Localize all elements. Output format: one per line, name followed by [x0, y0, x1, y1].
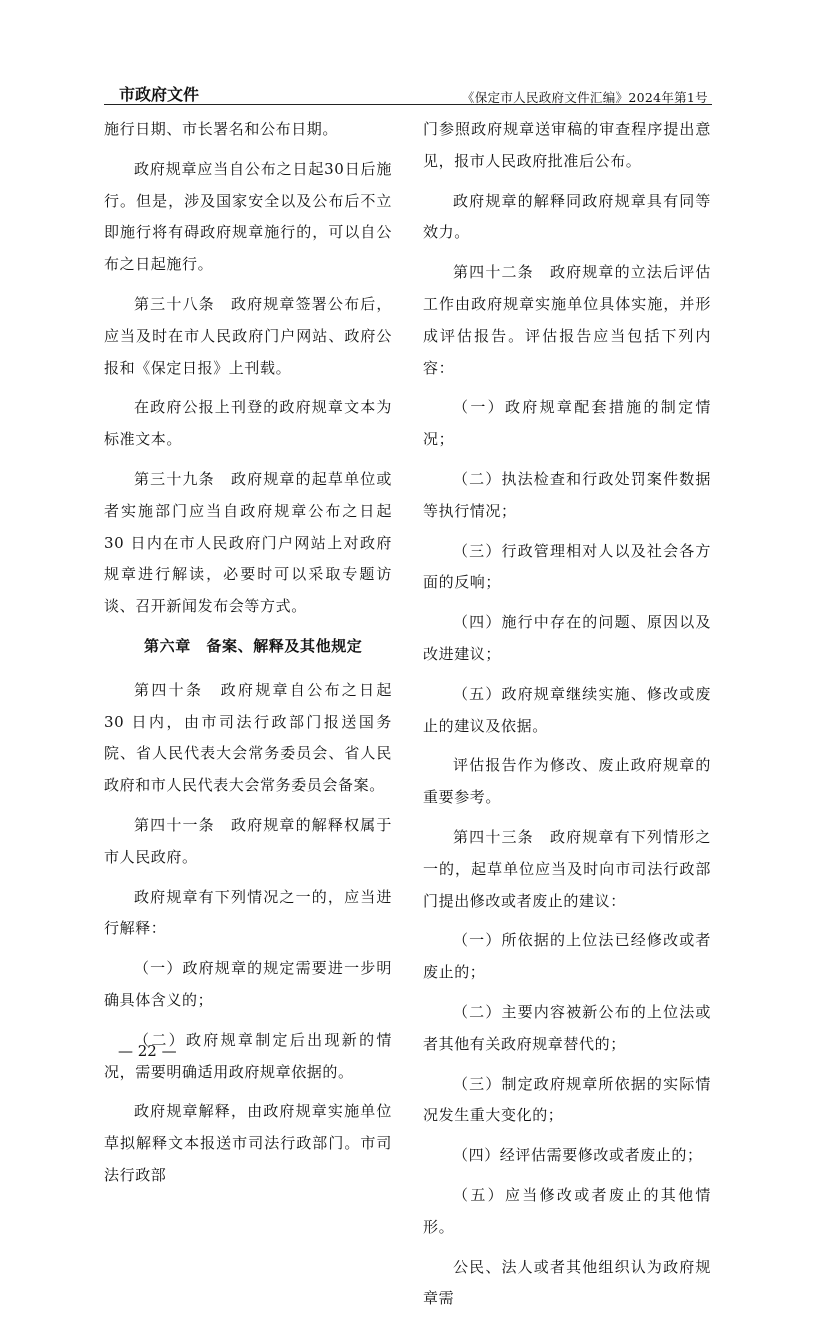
- list-item: （一）政府规章的规定需要进一步明确具体含义的；: [104, 959, 392, 1009]
- page-number: — 22 —: [118, 1042, 177, 1060]
- paragraph: 政府规章应当自公布之日起30日后施行。但是，涉及国家安全以及公布后不立即施行将有碍政府规章施行的，可以自公布之日起施行。: [104, 159, 392, 274]
- list-item: （四）施行中存在的问题、原因以及改进建议；: [423, 613, 711, 663]
- chapter-heading: 第六章 备案、解释及其他规定: [144, 636, 363, 655]
- header-publication-title: 《保定市人民政府文件汇编》2024年第1号: [461, 90, 708, 105]
- list-item: （一）所依据的上位法已经修改或者废止的；: [423, 931, 711, 982]
- article-38: 第三十八条 政府规章签署公布后，应当及时在市人民政府门户网站、政府公报和《保定日报》上刊载。: [104, 294, 392, 377]
- paragraph: 在政府公报上刊登的政府规章文本为标准文本。: [104, 398, 392, 449]
- paragraph: 政府规章有下列情况之一的，应当进行解释：: [104, 887, 392, 938]
- list-item: （四）经评估需要修改或者废止的；: [453, 1146, 703, 1165]
- header-section-title: 市政府文件: [119, 85, 200, 104]
- article-39: 第三十九条 政府规章的起草单位或者实施部门应当自政府规章公布之日起 30 日内在市人民政府门户网站上对政府规章进行解读，必要时可以采取专题访谈、召开新闻发布会等方式。: [104, 469, 392, 616]
- list-item: （五）政府规章继续实施、修改或废止的建议及依据。: [423, 684, 711, 735]
- left-column: [104, 114, 392, 1200]
- list-item: （五）应当修改或者废止的其他情形。: [423, 1185, 711, 1236]
- paragraph: 政府规章解释，由政府规章实施单位草拟解释文本报送市司法行政部门。市司法行政部: [104, 1102, 392, 1184]
- paragraph: 门参照政府规章送审稿的审查程序提出意见，报市人民政府批准后公布。: [423, 120, 711, 170]
- paragraph: 公民、法人或者其他组织认为政府规章需: [423, 1257, 711, 1308]
- paragraph: 评估报告作为修改、废止政府规章的重要参考。: [423, 756, 711, 807]
- list-item: （二）政府规章制定后出现新的情况，需要明确适用政府规章依据的。: [104, 1030, 392, 1081]
- article-43: 第四十三条 政府规章有下列情形之一的，起草单位应当及时向市司法行政部门提出修改或者废止的建议：: [423, 827, 711, 910]
- list-item: （一）政府规章配套措施的制定情况；: [423, 398, 711, 449]
- paragraph: 政府规章的解释同政府规章具有同等效力。: [423, 191, 711, 242]
- list-item: （三）制定政府规章所依据的实际情况发生重大变化的；: [423, 1074, 711, 1125]
- header-divider: [104, 104, 712, 105]
- list-item: （二）执法检查和行政处罚案件数据等执行情况；: [423, 469, 711, 520]
- article-41: 第四十一条 政府规章的解释权属于市人民政府。: [104, 815, 392, 866]
- right-column: [423, 114, 711, 1323]
- list-item: （三）行政管理相对人以及社会各方面的反响；: [423, 541, 711, 592]
- paragraph: 施行日期、市长署名和公布日期。: [104, 120, 339, 138]
- list-item: （二）主要内容被新公布的上位法或者其他有关政府规章替代的；: [423, 1002, 711, 1053]
- article-42: 第四十二条 政府规章的立法后评估工作由政府规章实施单位具体实施，并形成评估报告。评估报告应当包括下列内容：: [423, 263, 711, 377]
- article-40: 第四十条 政府规章自公布之日起 30 日内，由市司法行政部门报送国务院、省人民代表大会常务委员会、省人民政府和市人民代表大会常务委员会备案。: [104, 680, 392, 795]
